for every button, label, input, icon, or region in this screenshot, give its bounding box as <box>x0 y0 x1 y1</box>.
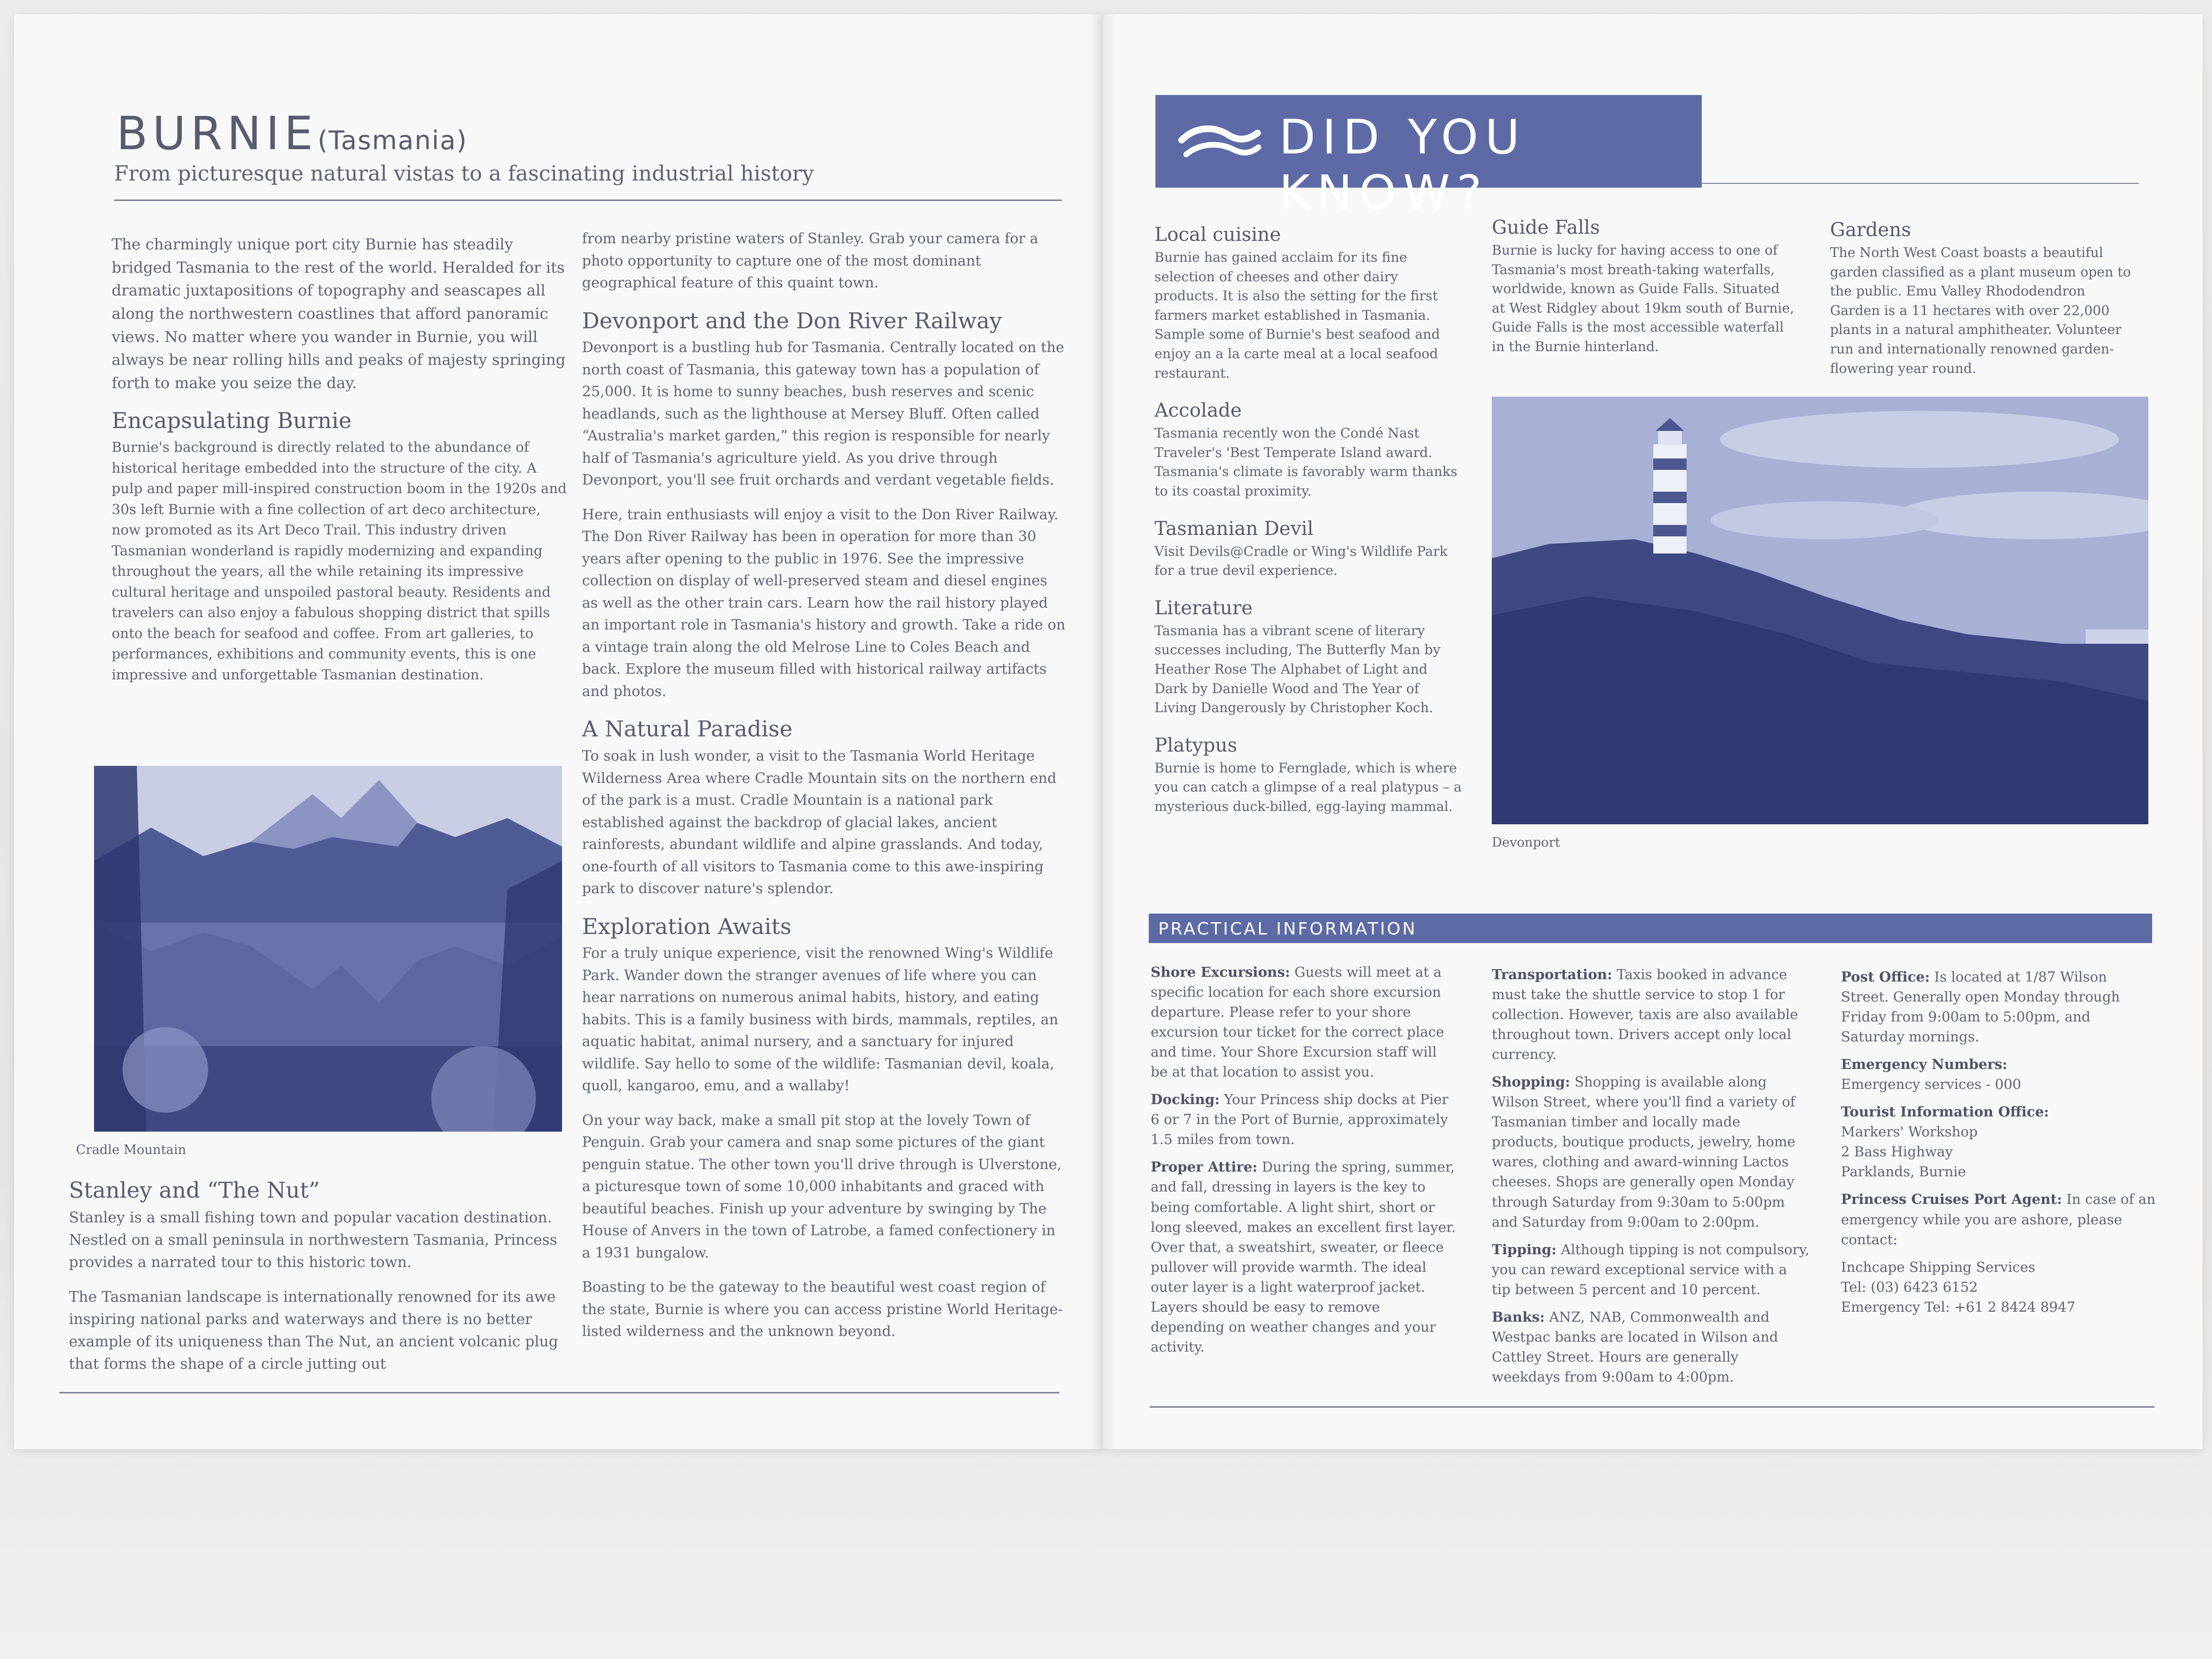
fact-literature <box>1154 597 1463 718</box>
practical-column-3 <box>1841 967 2157 1325</box>
devonport-heading: Devonport and the Don River Railway <box>582 307 1002 334</box>
cradle-mountain-photo <box>94 766 562 1132</box>
encapsulating-paragraph: Burnie's background is directly related to the abundance of historical heritage embedded into the structure of the city. A pulp and paper mill-inspired construction boom in the 1920s and 30s left Burnie with a fine collection of art deco architecture, now promoted as its Art Deco Trail. This industry driven Tasmanian wonderland is rapidly modernizing and expanding throughout the years, all the while retaining its impressive cultural heritage and unspoiled pastoral beauty. Residents and travelers can also enjoy a fabulous shopping district that spills onto the beach for seafood and coffee. From art galleries, to performances, exhibitions and community events, this is one impressive and unforgettable Tasmanian destination. <box>112 439 567 683</box>
left-column-1-bottom <box>69 1173 563 1388</box>
stanley-paragraph-2: The Tasmanian landscape is internationally renowned for its awe inspiring national parks and waterways and there is no better example of its uniqueness than The Nut, an ancient volcanic plug that forms the shape of a circle jutting out <box>69 1288 558 1373</box>
pi-text: During the spring, summer, and fall, dressing in layers is the key to being comfortable. A light shirt, short or long sleeved, makes an excellent first layer. Over that, a sweatshirt, sweater, or fleece pullover will provide warmth. The ideal outer layer is a light waterproof jacket. Layers should be easy to remove depending on weather changes and your activity. <box>1151 1159 1456 1355</box>
fact-body: Burnie is lucky for having access to one of Tasmania's most breath-taking waterfalls, worldwide, known as Guide Falls. Situated at West Ridgley about 19km south of Burnie, Guide Falls is the most accessible waterfall in the Burnie hinterland. <box>1492 242 1794 354</box>
fact-heading: Accolade <box>1154 400 1242 422</box>
pi-post-office <box>1841 967 2157 1047</box>
pi-label: Proper Attire: <box>1151 1159 1258 1175</box>
cradle-mountain-illustration <box>94 766 562 1132</box>
fact-heading: Gardens <box>1830 219 1911 241</box>
pi-banks <box>1492 1307 1810 1387</box>
intro-paragraph: The charmingly unique port city Burnie has steadily bridged Tasmania to the rest of the world. Heralded for its dramatic juxtapositions of topography and seascapes all along the northwestern coastlines that afford panoramic views. No matter where you wander in Burnie, you will always be near rolling hills and peaks of majesty springing forth to make you seize the day. <box>112 235 566 392</box>
exploration-heading: Exploration Awaits <box>582 913 791 939</box>
left-column-1-top <box>112 233 568 697</box>
practical-column-1 <box>1151 962 1457 1364</box>
fact-local-cuisine <box>1154 223 1463 383</box>
title-main: BURNIE <box>116 107 318 160</box>
stanley-continued: from nearby pristine waters of Stanley. Grab your camera for a photo opportunity to capture one of the most dominant geographical feature of this quaint town. <box>582 230 1039 291</box>
pi-label: Docking: <box>1151 1091 1220 1108</box>
fact-body: Burnie is home to Fernglade, which is where you can catch a glimpse of a real platypus – a mysterious duck-billed, egg-laying mammal. <box>1154 760 1462 814</box>
header-rule <box>114 200 1062 201</box>
left-column-2 <box>582 228 1067 1355</box>
pi-text: Shopping is available along Wilson Street, where you'll find a variety of Tasmanian timber and locally made products, boutique products, jewelry, home wares, clothing and award-winning Lactos cheeses. Shops are generally open Monday through Saturday from 9:30am to 5:00pm and Saturday from 9:00am to 2:00pm. <box>1492 1074 1795 1230</box>
fact-tasmanian-devil <box>1154 517 1463 581</box>
pi-line: Inchcape Shipping Services <box>1841 1259 2036 1275</box>
pi-label: Tipping: <box>1492 1241 1557 1258</box>
title-sub: (Tasmania) <box>317 125 468 155</box>
banner-rule <box>1702 183 2139 184</box>
paradise-paragraph: To soak in lush wonder, a visit to the Tasmania World Heritage Wilderness Area where Cradle Mountain sits on the northern end of the park is a must. Cradle Mountain is a national park established against the backdrop of glacial lakes, ancient rainforests, abundant wildlife and alpine grasslands. And today, one-fourth of all visitors to Tasmania come to this awe-inspiring park to discover nature's splendor. <box>582 748 1057 897</box>
stanley-paragraph-1: Stanley is a small fishing town and popular vacation destination. Nestled on a small peninsula in northwestern Tasmania, Princess provides a narrated tour to this historic town. <box>69 1209 557 1271</box>
lighthouse-illustration <box>1492 397 2148 824</box>
pi-tourist-office <box>1841 1102 2157 1182</box>
pi-line: Markers' Workshop <box>1841 1124 1978 1140</box>
exploration-paragraph-3: Boasting to be the gateway to the beautiful west coast region of the state, Burnie is where you can access pristine World Heritage-listed wilderness and the unknown beyond. <box>582 1279 1063 1340</box>
pi-line: Tel: (03) 6423 6152 <box>1841 1278 1978 1295</box>
pi-agent-contact <box>1841 1257 2157 1317</box>
pi-text: Emergency services - 000 <box>1841 1076 2021 1093</box>
pi-text: Guests will meet at a specific location for each shore excursion departure. Please refer to your shore excursion tour ticket for the correct place and time. Your Shore Excursion staff will be at that location to assist you. <box>1151 964 1444 1080</box>
fact-heading: Literature <box>1154 597 1253 619</box>
pi-label: Princess Cruises Port Agent: <box>1841 1191 2062 1208</box>
pi-transportation <box>1492 964 1810 1064</box>
pi-line: 2 Bass Highway <box>1841 1144 1953 1160</box>
cradle-mountain-caption: Cradle Mountain <box>76 1143 186 1157</box>
pi-label: Shopping: <box>1492 1074 1571 1090</box>
pi-label: Transportation: <box>1492 966 1612 982</box>
fact-gardens <box>1830 219 2134 378</box>
pi-docking <box>1151 1089 1457 1149</box>
pi-port-agent <box>1841 1189 2157 1249</box>
fact-body: Tasmania has a vibrant scene of literary successes including, The Butterfly Man by Heather Rose The Alphabet of Light and Dark by Danielle Wood and The Year of Living Dangerously by Christopher Koch. <box>1154 622 1440 716</box>
pi-text: Taxis booked in advance must take the shuttle service to stop 1 for collection. However, taxis are also available throughout town. Drivers accept only local currency. <box>1492 966 1798 1063</box>
pi-text: Although tipping is not compulsory, you can reward exceptional service with a tip between 5 percent and 10 percent. <box>1492 1241 1810 1297</box>
page-subtitle: From picturesque natural vistas to a fascinating industrial history <box>114 162 814 186</box>
fact-body: Burnie has gained acclaim for its fine selection of cheeses and other dairy products. It is also the setting for the first farmers market established in Tasmania. Sample some of Burnie's best seafood and enjoy an a la carte meal at a local seafood restaurant. <box>1154 249 1440 381</box>
pi-label: Tourist Information Office: <box>1841 1104 2049 1120</box>
left-footer-rule <box>59 1392 1059 1393</box>
pi-shore-excursions <box>1151 962 1457 1082</box>
devonport-paragraph-1: Devonport is a bustling hub for Tasmania. Centrally located on the north coast of Tasmania, this gateway town has a population of 25,000. It is home to sunny beaches, bush reserves and scenic headlands, such as the lighthouse at Mersey Bluff. Often called “Australia's market garden,” this region is responsible for nearly half of Tasmania's agriculture yield. As you drive through Devonport, you'll see fruit orchards and verdant vegetable fields. <box>582 339 1065 489</box>
pi-proper-attire <box>1151 1157 1457 1356</box>
devonport-caption: Devonport <box>1492 835 1560 850</box>
page-gutter <box>1088 14 1116 1449</box>
pi-label: Shore Excursions: <box>1151 964 1290 980</box>
encapsulating-heading: Encapsulating Burnie <box>112 408 352 434</box>
fact-body: The North West Coast boasts a beautiful garden classified as a plant museum open to the public. Emu Valley Rhododendron Garden is a 11 hectares with over 22,000 plants in a natural amphitheater. Volunteer run and internationally renowned garden-flowering year round. <box>1830 245 2131 376</box>
facts-column-1 <box>1154 223 1463 832</box>
pi-text: In case of an emergency while you are ashore, please contact: <box>1841 1191 2156 1248</box>
pi-emergency <box>1841 1054 2157 1094</box>
pi-label: Banks: <box>1492 1308 1545 1325</box>
devonport-lighthouse-photo <box>1492 397 2148 824</box>
pi-label: Post Office: <box>1841 969 1930 985</box>
practical-information-title: PRACTICAL INFORMATION <box>1158 919 1417 939</box>
exploration-paragraph-1: For a truly unique experience, visit the renowned Wing's Wildlife Park. Wander down the stranger avenues of life where you can hear narrations on numerous animal habits, history, and eating habits. This is a family business with birds, mammals, reptiles, an aquatic habitat, animal nursery, and a sanctuary for injured wildlife. Say hello to some of the wildlife: Tasmanian devil, koala, quoll, kangaroo, emu, and a wallaby! <box>582 945 1058 1095</box>
pi-shopping <box>1492 1072 1810 1231</box>
exploration-paragraph-2: On your way back, make a small pit stop at the lovely Town of Penguin. Grab your camera and snap some pictures of the giant penguin statue. The other town you'll drive through is Ulverstone, a picturesque town of some 10,000 inhabitants and graced with beautiful beaches. Finish up your adventure by swinging by The House of Anvers in the town of Latrobe, a famed confectionery in a 1931 bungalow. <box>582 1112 1062 1261</box>
fact-accolade <box>1154 399 1463 501</box>
fact-body: Tasmania recently won the Condé Nast Traveler's 'Best Temperate Island award. Tasmania's climate is favorably warm thanks to its coastal proximity. <box>1154 425 1458 499</box>
pi-text: Your Princess ship docks at Pier 6 or 7 in the Port of Burnie, approximately 1.5 miles from town. <box>1151 1091 1449 1148</box>
fact-heading: Guide Falls <box>1492 217 1600 238</box>
did-you-know-banner <box>1155 95 1702 220</box>
pi-text: ANZ, NAB, Commonwealth and Westpac banks are located in Wilson and Cattley Street. Hours are generally weekdays from 9:00am to 4:00pm. <box>1492 1308 1778 1385</box>
stanley-heading: Stanley and “The Nut” <box>69 1177 320 1203</box>
pi-line: Parklands, Burnie <box>1841 1163 1966 1180</box>
fact-guide-falls <box>1492 216 1796 357</box>
fact-heading: Tasmanian Devil <box>1154 517 1314 540</box>
pi-label: Emergency Numbers: <box>1841 1056 2008 1073</box>
right-footer-rule <box>1150 1406 2155 1408</box>
pi-text: Is located at 1/87 Wilson Street. Generally open Monday through Friday from 9:00am to 5:00pm, and Saturday mornings. <box>1841 969 2120 1045</box>
paradise-heading: A Natural Paradise <box>582 716 793 742</box>
pi-tipping <box>1492 1239 1810 1299</box>
did-you-know-title: DID YOU KNOW? <box>1279 109 1526 220</box>
practical-column-2 <box>1492 964 1810 1394</box>
fact-heading: Local cuisine <box>1154 224 1281 246</box>
pi-line: Emergency Tel: +61 2 8424 8947 <box>1841 1298 2076 1315</box>
fact-heading: Platypus <box>1154 734 1238 756</box>
wave-logo-icon <box>1177 121 1262 164</box>
practical-information-bar <box>1149 914 2152 943</box>
page-title <box>116 107 467 160</box>
fact-body: Visit Devils@Cradle or Wing's Wildlife Park for a true devil experience. <box>1154 543 1448 579</box>
fact-platypus <box>1154 734 1463 817</box>
devonport-paragraph-2: Here, train enthusiasts will enjoy a visit to the Don River Railway. The Don River Railway has been in operation for more than 30 years after opening to the public in 1976. See the impressive collection on display of well-preserved steam and diesel engines as well as the other train cars. Learn how the rail history played an important role in Tasmania's history and growth. Take a ride on a vintage train along the old Melrose Line to Coles Beach and back. Explore the museum filled with historical railway artifacts and photos. <box>582 506 1066 700</box>
